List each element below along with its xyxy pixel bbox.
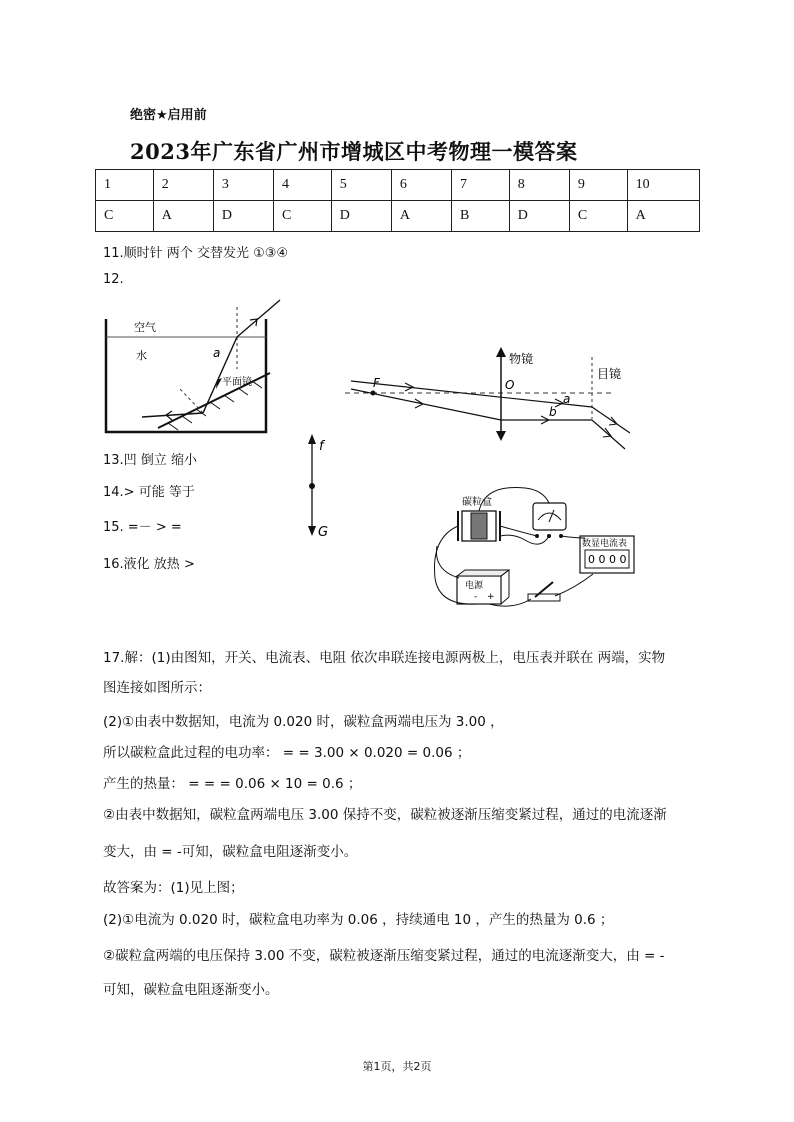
power-minus: -	[474, 592, 478, 602]
table-cell: B	[452, 201, 510, 232]
answer-13: 13.凹 倒立 缩小	[103, 453, 197, 468]
air-label: 空气	[134, 321, 156, 334]
solution-line-10: ②碳粒盒两端的电压保持 3.00 不变，碳粒被逐渐压缩变紧过程，通过的电流逐渐变大，由 = -	[103, 948, 665, 964]
ammeter-display: 0 0 0 0	[588, 553, 627, 566]
solution-line-9: (2)①电流为 0.020 时，碳粒盒电功率为 0.06 ，持续通电 10 ，产生的热量为 0.6 ；	[103, 912, 614, 928]
table-cell: D	[331, 201, 391, 232]
answer-11: 11.顺时针 两个 交替发光 ①③④	[103, 246, 289, 261]
answer-15: 15. =－ > =	[103, 520, 182, 535]
solution-line-5: 产生的热量： = = = 0.06 × 10 = 0.6 ；	[103, 776, 362, 792]
page-footer: 第1页，共2页	[362, 1060, 432, 1073]
answer-14: 14.> 可能 等于	[103, 485, 195, 500]
solution-line-6: ②由表中数据知，碳粒盒两端电压 3.00 保持不变，碳粒被逐渐压缩变紧过程，通过的电流逐渐	[103, 807, 667, 823]
power-plus: +	[487, 592, 495, 602]
page-title: 2023年广东省广州市增城区中考物理一模答案	[130, 139, 578, 164]
table-cell: 4	[274, 170, 332, 201]
table-cell: 9	[569, 170, 627, 201]
table-cell: C	[274, 201, 332, 232]
eyepiece-label: 目镜	[597, 367, 622, 381]
table-cell: 6	[391, 170, 451, 201]
ammeter-label: 数显电流表	[582, 539, 628, 549]
table-row-answers	[96, 201, 700, 232]
mirror-label: 平面镜	[222, 377, 252, 388]
ray-b-label: b	[549, 405, 557, 419]
solution-line-11: 可知，碳粒盒电阻逐渐变小。	[103, 982, 279, 998]
table-cell: 7	[452, 170, 510, 201]
table-cell: C	[569, 201, 627, 232]
focus-f-label: F	[373, 376, 380, 390]
power-label: 电源	[465, 581, 484, 591]
table-cell: C	[96, 201, 154, 232]
table-cell: D	[509, 201, 569, 232]
microscope-figure	[345, 345, 630, 457]
answer-table	[95, 169, 700, 232]
table-cell: 10	[627, 170, 699, 201]
force-g-label: G	[318, 525, 329, 540]
objective-label: 物镜	[509, 352, 534, 366]
table-cell: 1	[96, 170, 154, 201]
answer-16: 16.液化 放热 >	[103, 557, 195, 572]
table-cell: 3	[213, 170, 273, 201]
circuit-figure	[425, 478, 650, 615]
solution-line-2: 图连接如图所示：	[103, 680, 211, 696]
table-cell: 5	[331, 170, 391, 201]
force-figure	[300, 430, 340, 542]
table-cell: A	[627, 201, 699, 232]
solution-line-7: 变大，由 = -可知，碳粒盒电阻逐渐变小。	[103, 844, 358, 860]
confidential-label: 绝密★启用前	[130, 108, 207, 123]
solution-line-3: (2)①由表中数据知，电流为 0.020 时，碳粒盒两端电压为 3.00 ，	[103, 714, 504, 730]
table-cell: 2	[153, 170, 213, 201]
ray-a-label: a	[213, 346, 221, 360]
table-row-numbers	[96, 170, 700, 201]
answer-12: 12.	[103, 272, 124, 287]
solution-line-4: 所以碳粒盒此过程的电功率： = = 3.00 × 0.020 = 0.06 ；	[103, 745, 471, 761]
ray-a-label-microscope: a	[563, 392, 571, 406]
water-label: 水	[136, 349, 147, 362]
table-cell: A	[153, 201, 213, 232]
carbon-box-label: 碳粒盒	[462, 497, 492, 508]
table-cell: 8	[509, 170, 569, 201]
table-cell: D	[213, 201, 273, 232]
solution-line-1: 17.解：(1)由图知，开关、电流表、电阻 依次串联连接电源两极上，电压表并联在 两端，实物	[103, 650, 666, 666]
force-f-label: f	[319, 439, 324, 454]
solution-line-8: 故答案为：(1)见上图；	[103, 880, 244, 896]
table-cell: A	[391, 201, 451, 232]
center-o-label: O	[505, 378, 515, 392]
water-tank-figure	[100, 295, 300, 440]
